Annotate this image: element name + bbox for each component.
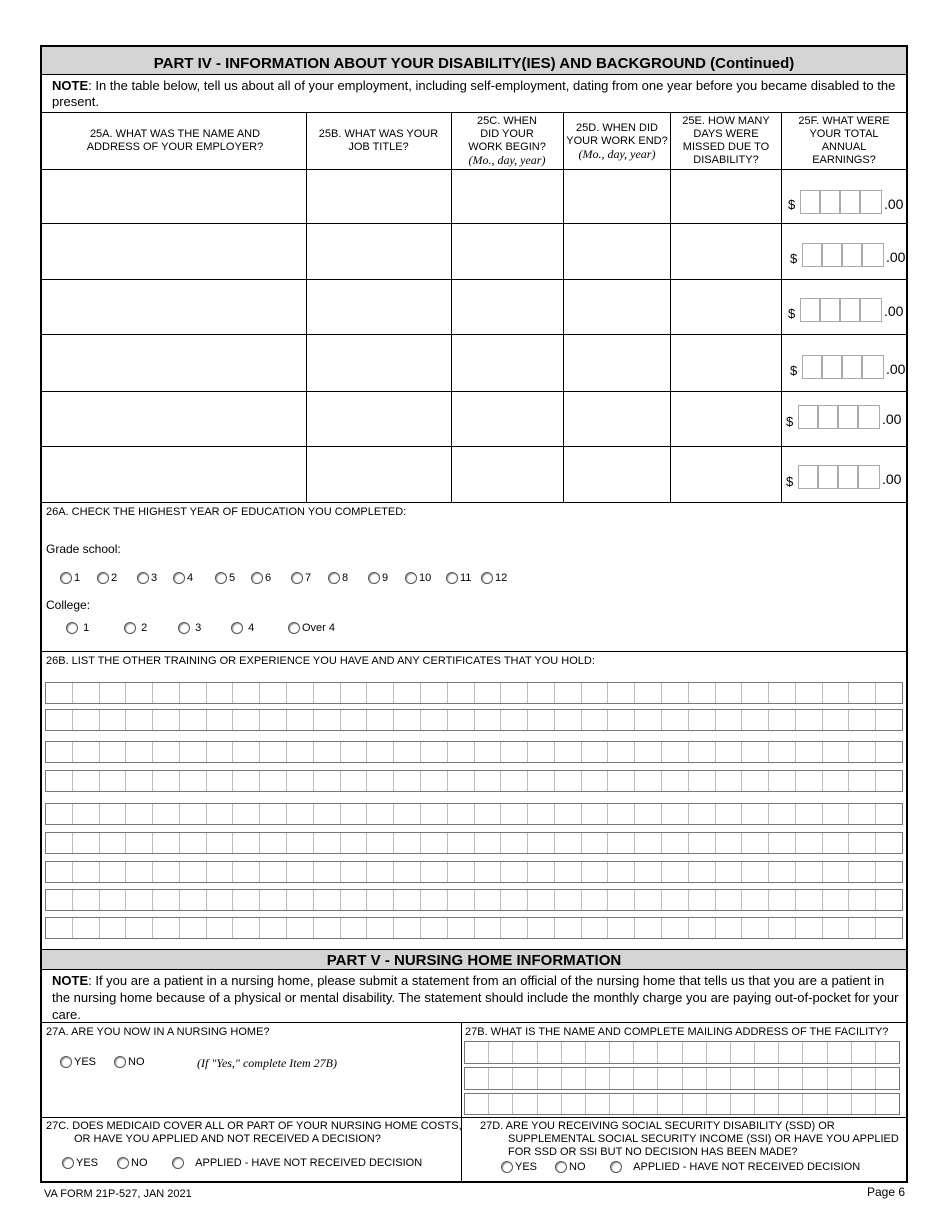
cents-label: .00 (884, 196, 904, 212)
q27d-applied[interactable]: APPLIED - HAVE NOT RECEIVED DECISION (610, 1161, 860, 1173)
digit-box[interactable] (820, 190, 840, 214)
q26a-label: 26A. CHECK THE HIGHEST YEAR OF EDUCATION YOU COMPLETED: (46, 506, 407, 518)
radio-icon[interactable] (173, 572, 185, 584)
radio-icon[interactable] (501, 1161, 513, 1173)
row-divider (42, 446, 906, 447)
radio-icon[interactable] (137, 572, 149, 584)
note-label: NOTE (52, 973, 89, 988)
training-line-8[interactable] (45, 889, 903, 911)
digit-box[interactable] (858, 465, 880, 489)
college-option-1[interactable]: 1 (66, 622, 89, 634)
note-text: : If you are a patient in a nursing home, please submit a statement from an official of the nursing home that tells us that you are a patient in the nursing home because of a physical or mental disability. The statement should include the monthly charge you are paying out-of-pocket for your care. (52, 973, 899, 1022)
digit-box[interactable] (860, 190, 882, 214)
grade-option-11[interactable]: 11 (446, 572, 471, 584)
q27d-yes[interactable]: YES (501, 1161, 537, 1173)
form-id: VA FORM 21P-527, JAN 2021 (44, 1188, 192, 1200)
grade-option-4[interactable]: 4 (173, 572, 193, 584)
q27a-label: 27A. ARE YOU NOW IN A NURSING HOME? (46, 1026, 270, 1038)
grade-option-3[interactable]: 3 (137, 572, 157, 584)
training-line-3[interactable] (45, 741, 903, 763)
header-25d: 25D. WHEN DID YOUR WORK END? (Mo., day, year) (566, 121, 668, 161)
job-title-cell[interactable] (307, 170, 451, 223)
digit-box[interactable] (862, 243, 884, 267)
grade-option-6[interactable]: 6 (251, 572, 271, 584)
radio-icon[interactable] (60, 572, 72, 584)
training-line-1[interactable] (45, 682, 903, 704)
training-line-5[interactable] (45, 803, 903, 825)
radio-icon[interactable] (178, 622, 190, 634)
section-divider (42, 651, 906, 652)
digit-box[interactable] (858, 405, 880, 429)
section-divider (42, 1117, 906, 1118)
radio-icon[interactable] (231, 622, 243, 634)
digit-box[interactable] (838, 465, 858, 489)
digit-box[interactable] (798, 465, 818, 489)
section-divider (42, 1022, 906, 1023)
part4-note (52, 78, 902, 110)
digit-box[interactable] (822, 243, 842, 267)
cents-label: .00 (886, 361, 906, 377)
radio-icon[interactable] (288, 622, 300, 634)
grade-option-8[interactable]: 8 (328, 572, 348, 584)
employer-cell[interactable] (42, 170, 306, 223)
digit-box[interactable] (802, 243, 822, 267)
header-25c: 25C. WHEN DID YOUR WORK BEGIN? (Mo., day, year) (468, 115, 546, 167)
work-begin-cell[interactable] (452, 170, 563, 223)
dollar-sign: $ (790, 251, 798, 266)
dollar-sign: $ (786, 474, 794, 489)
grade-option-10[interactable]: 10 (405, 572, 431, 584)
digit-box[interactable] (860, 298, 882, 322)
cents-label: .00 (882, 471, 902, 487)
grade-option-1[interactable]: 1 (60, 572, 80, 584)
radio-icon[interactable] (215, 572, 227, 584)
facility-line-2[interactable] (464, 1067, 900, 1090)
row-divider (42, 334, 906, 335)
earnings-field[interactable] (784, 405, 902, 431)
radio-icon[interactable] (610, 1161, 622, 1173)
header-25b: 25B. WHAT WAS YOUR JOB TITLE? (318, 128, 439, 153)
part4-title: PART IV - INFORMATION ABOUT YOUR DISABILITY(IES) AND BACKGROUND (Continued) (42, 47, 906, 75)
college-label: College: (46, 598, 91, 612)
radio-icon[interactable] (172, 1157, 184, 1169)
facility-line-3[interactable] (464, 1093, 900, 1115)
dollar-sign: $ (790, 363, 798, 378)
digit-box[interactable] (842, 355, 862, 379)
q27a-hint: (If "Yes," complete Item 27B) (197, 1056, 337, 1070)
cents-label: .00 (886, 249, 906, 265)
grade-option-7[interactable]: 7 (291, 572, 311, 584)
col-divider (781, 112, 782, 502)
earnings-field[interactable] (786, 190, 904, 216)
q27a-no[interactable]: NO (114, 1056, 145, 1068)
q27c-label-line2: OR HAVE YOU APPLIED AND NOT RECEIVED A DECISION? (74, 1133, 381, 1145)
q27b-label: 27B. WHAT IS THE NAME AND COMPLETE MAILING ADDRESS OF THE FACILITY? (465, 1026, 889, 1038)
q27c-applied[interactable]: APPLIED - HAVE NOT RECEIVED DECISION (172, 1157, 422, 1169)
part5-note (52, 972, 902, 1023)
radio-icon[interactable] (124, 622, 136, 634)
radio-icon[interactable] (117, 1157, 129, 1169)
work-end-cell[interactable] (564, 170, 670, 223)
radio-icon[interactable] (405, 572, 417, 584)
digit-box[interactable] (840, 298, 860, 322)
digit-box[interactable] (800, 298, 820, 322)
header-25a: 25A. WHAT WAS THE NAME AND ADDRESS OF YOUR EMPLOYER? (86, 128, 264, 153)
grade-option-12[interactable]: 12 (481, 572, 507, 584)
part5-title: PART V - NURSING HOME INFORMATION (42, 949, 906, 970)
training-line-9[interactable] (45, 917, 903, 939)
grade-school-label: Grade school: (46, 542, 121, 556)
radio-icon[interactable] (251, 572, 263, 584)
college-option-over-4[interactable]: Over 4 (288, 622, 335, 634)
q27c-yes[interactable]: YES (62, 1157, 98, 1169)
header-25f: 25F. WHAT WERE YOUR TOTAL ANNUAL EARNINGS? (798, 115, 890, 166)
digit-box[interactable] (798, 405, 818, 429)
radio-icon[interactable] (66, 622, 78, 634)
cents-label: .00 (884, 303, 904, 319)
row-divider (42, 223, 906, 224)
row-divider (42, 391, 906, 392)
digit-box[interactable] (838, 405, 858, 429)
earnings-field[interactable] (788, 243, 906, 269)
cents-label: .00 (882, 411, 902, 427)
college-option-2[interactable]: 2 (124, 622, 147, 634)
radio-icon[interactable] (62, 1157, 74, 1169)
dollar-sign: $ (788, 197, 796, 212)
days-missed-cell[interactable] (671, 170, 781, 223)
q27d-label-line1: 27D. ARE YOU RECEIVING SOCIAL SECURITY DISABILITY (SSD) OR (480, 1120, 835, 1132)
radio-icon[interactable] (555, 1161, 567, 1173)
q27d-label-line3: FOR SSD OR SSI BUT NO DECISION HAS BEEN MADE? (508, 1146, 798, 1158)
grade-option-5[interactable]: 5 (215, 572, 235, 584)
training-line-6[interactable] (45, 832, 903, 854)
q27c-no[interactable]: NO (117, 1157, 148, 1169)
dollar-sign: $ (788, 306, 796, 321)
earnings-field[interactable] (786, 298, 904, 324)
q27c-label-line1: 27C. DOES MEDICAID COVER ALL OR PART OF YOUR NURSING HOME COSTS, (46, 1120, 462, 1132)
grade-option-2[interactable]: 2 (97, 572, 117, 584)
q27d-no[interactable]: NO (555, 1161, 586, 1173)
radio-icon[interactable] (481, 572, 493, 584)
training-line-2[interactable] (45, 709, 903, 731)
training-line-4[interactable] (45, 770, 903, 792)
col-divider (461, 1022, 462, 1182)
digit-box[interactable] (842, 243, 862, 267)
header-25e: 25E. HOW MANY DAYS WERE MISSED DUE TO DISABILITY? (682, 115, 770, 166)
q26b-label: 26B. LIST THE OTHER TRAINING OR EXPERIENCE YOU HAVE AND ANY CERTIFICATES THAT YOU HOLD: (46, 655, 595, 667)
row-divider (42, 279, 906, 280)
q27d-label-line2: SUPPLEMENTAL SOCIAL SECURITY INCOME (SSI) OR HAVE YOU APPLIED (508, 1133, 899, 1145)
table-bottom-border (42, 502, 906, 503)
digit-box[interactable] (862, 355, 884, 379)
note-label: NOTE (52, 78, 89, 93)
digit-box[interactable] (818, 405, 838, 429)
digit-box[interactable] (820, 298, 840, 322)
college-option-4[interactable]: 4 (231, 622, 254, 634)
grade-option-9[interactable]: 9 (368, 572, 388, 584)
radio-icon[interactable] (60, 1056, 72, 1068)
radio-icon[interactable] (368, 572, 380, 584)
earnings-field[interactable] (784, 465, 902, 491)
page-number: Page 6 (867, 1185, 906, 1199)
facility-line-1[interactable] (464, 1041, 900, 1064)
earnings-field[interactable] (788, 355, 906, 381)
dollar-sign: $ (786, 414, 794, 429)
radio-icon[interactable] (328, 572, 340, 584)
digit-box[interactable] (840, 190, 860, 214)
radio-icon[interactable] (97, 572, 109, 584)
radio-icon[interactable] (114, 1056, 126, 1068)
digit-box[interactable] (818, 465, 838, 489)
radio-icon[interactable] (291, 572, 303, 584)
radio-icon[interactable] (446, 572, 458, 584)
digit-box[interactable] (802, 355, 822, 379)
q27a-yes[interactable]: YES (60, 1056, 96, 1068)
training-line-7[interactable] (45, 861, 903, 883)
college-option-3[interactable]: 3 (178, 622, 201, 634)
note-text: : In the table below, tell us about all of your employment, including self-employment, dating from one year before you became disabled to the present. (52, 78, 896, 109)
digit-box[interactable] (800, 190, 820, 214)
digit-box[interactable] (822, 355, 842, 379)
